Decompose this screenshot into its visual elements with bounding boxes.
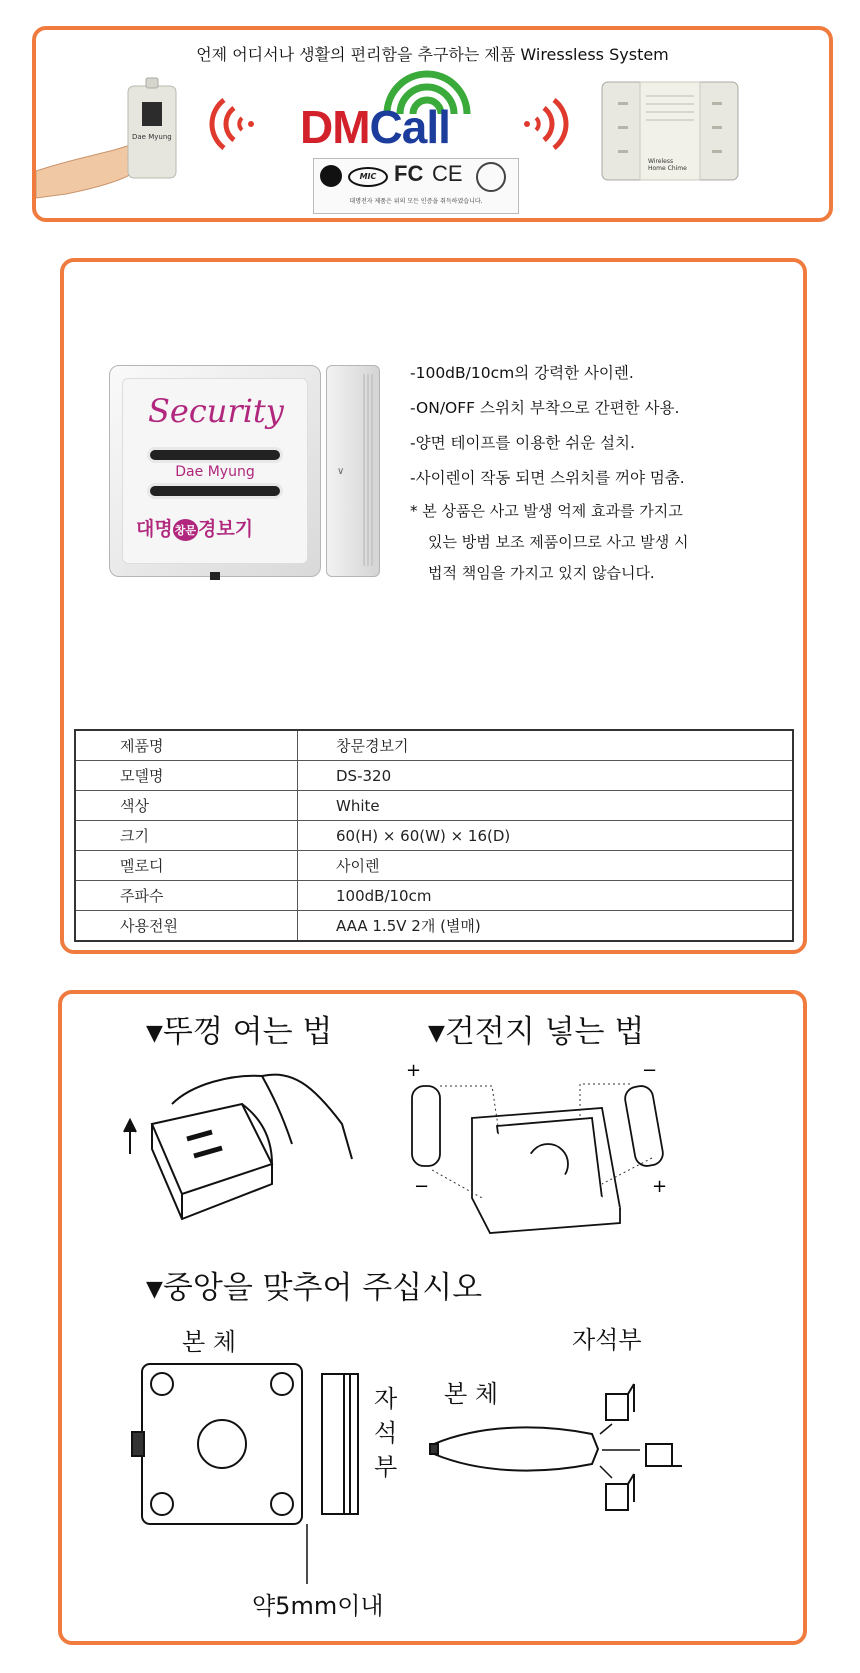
notice-line: 법적 책임을 가지고 있지 않습니다.	[428, 564, 655, 582]
body-label: 본 체	[182, 1328, 236, 1356]
plus-icon: +	[652, 1176, 668, 1197]
notice-line: * 본 상품은 사고 발생 억제 효과를 가지고	[410, 502, 683, 520]
align-center-heading: ▼중앙을 맞추어 주십시오	[146, 1270, 483, 1306]
hand-transmitter-image	[36, 76, 186, 206]
banner-tagline: 언제 어디서나 생활의 편리함을 추구하는 제품 Wiressless System	[196, 45, 669, 64]
sensor-slot	[150, 450, 280, 460]
feature-item: -ON/OFF 스위치 부착으로 간편한 사용.	[410, 399, 680, 417]
battery-insert-illustration	[402, 1058, 702, 1248]
notice-line: 있는 방범 보조 제품이므로 사고 발생 시	[428, 533, 689, 551]
product-panel	[60, 258, 807, 954]
name-badge: 창문	[173, 519, 198, 541]
table-row: 멜로디 사이렌	[75, 851, 793, 881]
magnet-label: 자석부	[572, 1326, 642, 1354]
body-label-side: 본 체	[444, 1380, 498, 1408]
align-side-diagram	[422, 1354, 722, 1554]
signal-right-icon	[520, 96, 570, 152]
align-front-diagram	[122, 1354, 372, 1604]
triangle-down-icon: ▼	[146, 1277, 163, 1302]
device-name: 대명 창문 경보기	[136, 518, 254, 540]
open-cover-illustration	[112, 1064, 362, 1234]
cert-g-icon	[320, 165, 342, 187]
logo-dm: DM	[300, 101, 370, 153]
signal-left-icon	[208, 96, 258, 152]
table-row: 사용전원 AAA 1.5V 2개 (별매)	[75, 911, 793, 942]
transmitter-label: Dae Myung	[132, 133, 172, 141]
guide-panel	[58, 990, 807, 1645]
table-row: 주파수 100dB/10cm	[75, 881, 793, 911]
table-row: 크기 60(H) × 60(W) × 16(D)	[75, 821, 793, 851]
triangle-down-icon: ▼	[146, 1021, 163, 1046]
chime-label: Wireless Home Chime	[648, 158, 687, 172]
minus-icon: −	[414, 1176, 430, 1197]
logo-call: Call	[369, 101, 450, 153]
magnet-vertical-label: 자 석 부	[374, 1385, 398, 1481]
dmcall-logo	[300, 100, 450, 154]
feature-item: -사이렌이 작동 되면 스위치를 꺼야 멈춤.	[410, 469, 685, 487]
magnet-part-image: ∨	[326, 365, 380, 577]
cert-mic-mark: MIC	[348, 167, 388, 187]
switch-tab	[210, 572, 220, 580]
triangle-down-icon: ▼	[428, 1021, 445, 1046]
cert-seal-icon	[476, 162, 506, 192]
table-row: 색상 White	[75, 791, 793, 821]
feature-list	[410, 356, 685, 496]
minus-icon: −	[642, 1060, 658, 1081]
insert-battery-heading: ▼건전지 넣는 법	[428, 1014, 645, 1050]
cert-note: 대명전자 제품은 위의 모든 인증을 취득하였습니다.	[349, 198, 483, 205]
banner-panel	[32, 26, 833, 222]
sensor-slot-2	[150, 486, 280, 496]
maker-label: Dae Myung	[175, 464, 255, 480]
alarm-body-image	[109, 365, 321, 577]
distance-label: 약5mm이내	[252, 1592, 384, 1620]
plus-icon: +	[406, 1060, 422, 1081]
cert-fc-mark: FC	[394, 161, 424, 186]
cert-ce-mark: CE	[432, 161, 463, 186]
spec-table	[74, 729, 794, 942]
certification-box	[313, 158, 519, 214]
open-cover-heading: ▼뚜껑 여는 법	[146, 1014, 333, 1050]
brand-script: Security	[148, 392, 284, 430]
feature-item: -100dB/10cm의 강력한 사이렌.	[410, 364, 634, 382]
table-row: 모델명 DS-320	[75, 761, 793, 791]
table-row: 제품명 창문경보기	[75, 730, 793, 761]
feature-item: -양면 테이프를 이용한 쉬운 설치.	[410, 434, 635, 452]
liability-notice	[410, 496, 688, 589]
